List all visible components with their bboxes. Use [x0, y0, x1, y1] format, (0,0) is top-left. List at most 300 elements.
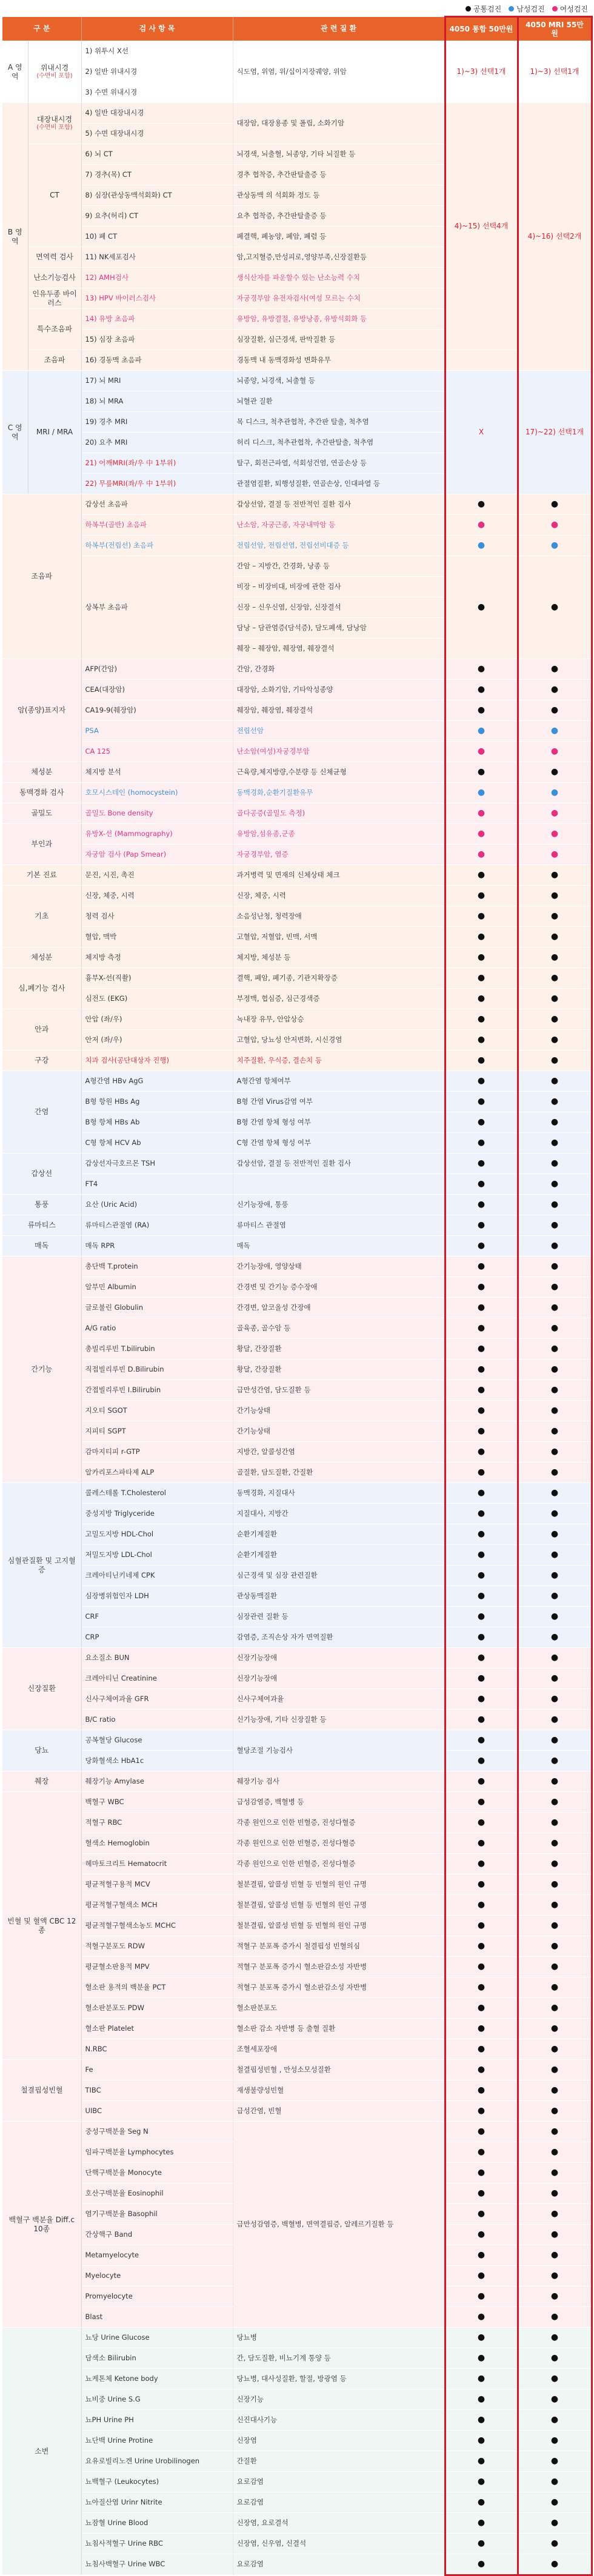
table-header [2, 17, 592, 41]
package-2-value: 1)~3) 선택1개 [518, 41, 592, 103]
disease: 폐결핵, 폐농양, 폐암, 폐렴 등 [233, 227, 445, 247]
check-mark-icon: ● [518, 1154, 592, 1174]
check-mark-icon: ● [445, 1833, 518, 1854]
item: 흉부X-선(직촬) [81, 968, 233, 989]
disease: 지방간, 알콜성간염 [233, 1442, 445, 1462]
check-mark-icon: ● [518, 1174, 592, 1195]
table-row [2, 783, 592, 803]
item: A/G ratio [81, 1318, 233, 1339]
table-row [2, 948, 592, 968]
check-mark-icon: ● [518, 1977, 592, 1998]
item: UIBC [81, 2101, 233, 2122]
check-mark-icon: ● [445, 1545, 518, 1565]
disease: 골질환, 담도질환, 간질환 [233, 1462, 445, 1483]
item: FT4 [81, 1174, 233, 1195]
check-mark-icon: ● [445, 2039, 518, 2060]
item: 뇨침사적혈구 Urine RBC [81, 2534, 233, 2554]
table-row [2, 762, 592, 783]
disease: 생식산자를 파운할수 있는 난소능력 수치 [233, 268, 445, 288]
category-label: 췌장 [2, 1771, 81, 1792]
disease: 체지방, 체성분 등 [233, 948, 445, 968]
check-mark-icon: ● [445, 762, 518, 783]
check-mark-icon: ● [445, 2369, 518, 2389]
table-row [2, 2060, 592, 2080]
disease: 황달, 간장질환 [233, 1359, 445, 1380]
table-row [2, 680, 592, 700]
check-mark-icon: ● [518, 1854, 592, 1874]
check-mark-icon: ● [518, 1256, 592, 1277]
table-row [2, 2080, 592, 2101]
table-row [2, 1586, 592, 1607]
disease: 지질대사, 지방간 [233, 1504, 445, 1524]
check-mark-icon: ● [445, 1112, 518, 1133]
check-mark-icon: ● [518, 680, 592, 700]
check-mark-icon: ● [445, 1401, 518, 1421]
table-row [2, 2328, 592, 2348]
table-row [2, 1565, 592, 1586]
item: 평균적혈구혈색소농도 MCHC [81, 1916, 233, 1936]
check-mark-icon: ● [518, 989, 592, 1009]
item: 19) 경추 MRI [81, 412, 233, 433]
item: 심장병위험인자 LDH [81, 1586, 233, 1607]
table-row [2, 1936, 592, 1957]
check-mark-icon: ● [518, 1401, 592, 1421]
check-mark-icon: ● [445, 865, 518, 886]
table-row [2, 2039, 592, 2060]
check-mark-icon: ● [518, 1051, 592, 1071]
table-row [2, 865, 592, 886]
check-mark-icon: ● [518, 1318, 592, 1339]
table-row [2, 2101, 592, 2122]
category-label: 통풍 [2, 1195, 81, 1215]
category-label: 철결핍성빈혈 [2, 2060, 81, 2122]
check-mark-icon: ● [518, 1545, 592, 1565]
legend-dot-icon [509, 6, 514, 12]
check-mark-icon: ● [445, 1977, 518, 1998]
check-mark-icon: ● [518, 1133, 592, 1154]
check-mark-icon: ● [445, 1236, 518, 1256]
check-mark-icon: ● [445, 886, 518, 906]
table-row [2, 845, 592, 865]
check-mark-icon: ● [518, 1833, 592, 1854]
check-mark-icon: ● [518, 2431, 592, 2451]
item: CRF [81, 1607, 233, 1627]
check-mark-icon: ● [518, 742, 592, 762]
table-row [2, 41, 592, 62]
item: 17) 뇌 MRI [81, 371, 233, 391]
header-category: 구 분 [2, 17, 81, 41]
legend [466, 4, 588, 14]
disease: 전립선암, 전립선염, 전립선비대증 등 [233, 536, 445, 556]
table-row [2, 659, 592, 680]
check-mark-icon: ● [445, 1318, 518, 1339]
category-label: 구강 [2, 1051, 81, 1071]
disease: 급성간염, 빈혈 [233, 2101, 445, 2122]
check-mark-icon: ● [445, 2225, 518, 2245]
check-mark-icon: ● [445, 1854, 518, 1874]
check-mark-icon: ● [518, 968, 592, 989]
item: 상복부 초음파 [81, 556, 233, 659]
section-a-sub: 위내시경 (수면비 포함) [28, 41, 81, 103]
check-mark-icon: ● [445, 1710, 518, 1730]
item: 22) 무릎MRI(좌/우 中 1부위) [81, 474, 233, 494]
check-mark-icon: ● [518, 1195, 592, 1215]
check-mark-icon: ● [445, 2286, 518, 2307]
disease: 순환기계질환 [233, 1524, 445, 1545]
check-mark-icon: ● [518, 2348, 592, 2369]
check-mark-icon: ● [445, 968, 518, 989]
disease: 철분결핍, 알콜성 빈혈 등 빈혈의 원인 규명 [233, 1874, 445, 1895]
table-row [2, 1277, 592, 1298]
item: 요소질소 BUN [81, 1648, 233, 1668]
disease: 골다공증(골밀도 측정) [233, 803, 445, 824]
table-row [2, 1895, 592, 1916]
check-mark-icon: ● [445, 2513, 518, 2534]
check-mark-icon: ● [445, 2183, 518, 2204]
item: 감마지티피 r-GTP [81, 1442, 233, 1462]
category-text: 특수조음파 [37, 325, 72, 334]
item: 간접빌리루빈 I.Bilirubin [81, 1380, 233, 1401]
check-mark-icon: ● [445, 1916, 518, 1936]
check-mark-icon: ● [445, 1607, 518, 1627]
check-mark-icon: ● [518, 1771, 592, 1792]
item: 염기구백분율 Basophil [81, 2204, 233, 2225]
disease: 간, 담도질환, 비뇨기계 통양 등 [233, 2348, 445, 2369]
disease: 혈소판 감소 자반병 등 출혈 질환 [233, 2019, 445, 2039]
check-mark-icon: ● [518, 659, 592, 680]
item: 혈소판분포도 PDW [81, 1998, 233, 2019]
check-mark-icon: ● [445, 1359, 518, 1380]
check-mark-icon: ● [445, 2348, 518, 2369]
table-row [2, 1030, 592, 1051]
check-mark-icon: ● [518, 1483, 592, 1504]
disease: 암,고지혈증,만성피로,영양부족,신장질환등 [233, 247, 445, 268]
disease: 매독 [233, 1236, 445, 1256]
table-row [2, 1462, 592, 1483]
check-mark-icon: ● [518, 1009, 592, 1030]
item: 호모시스테인 (homocystein) [81, 783, 233, 803]
check-mark-icon: ● [445, 989, 518, 1009]
item: 혈압, 맥박 [81, 927, 233, 948]
check-mark-icon: ● [445, 1256, 518, 1277]
check-mark-icon: ● [518, 2142, 592, 2163]
table-row [2, 1710, 592, 1730]
disease: 신장기능장애 [233, 1668, 445, 1689]
legend-male: 남성검진 [509, 4, 544, 14]
item: 임파구백분율 Lymphocytes [81, 2142, 233, 2163]
category-label: 체성분 [2, 762, 81, 783]
disease: 재생불량성빈혈 [233, 2080, 445, 2101]
disease: 간기능상태 [233, 1421, 445, 1442]
check-mark-icon: ● [518, 1277, 592, 1298]
check-mark-icon: ● [445, 1462, 518, 1483]
category-label: 신장질환 [2, 1648, 81, 1730]
table-row [2, 1092, 592, 1112]
item: B/C ratio [81, 1710, 233, 1730]
item: 뇨백혈구 (Leukocytes) [81, 2472, 233, 2492]
check-mark-icon: ● [445, 721, 518, 742]
check-mark-icon: ● [445, 906, 518, 927]
item: 중성지방 Triglyceride [81, 1504, 233, 1524]
disease: 관상동맥질환 [233, 1586, 445, 1607]
disease: 자궁경부암, 염증 [233, 845, 445, 865]
check-mark-icon: ● [518, 2513, 592, 2534]
check-mark-icon: ● [445, 1442, 518, 1462]
table-row [2, 350, 592, 371]
item: C형 항체 HCV Ab [81, 1133, 233, 1154]
item: 췌장기능 Amylase [81, 1771, 233, 1792]
disease: 뇌경색, 뇌출혈, 뇌종양, 기타 뇌질환 등 [233, 144, 445, 165]
item: 3) 수면 위내시경 [81, 82, 233, 103]
category-label: 갑상선 [2, 1154, 81, 1195]
disease: 신장기능장애 [233, 1648, 445, 1668]
section-b-label: B 영역 [2, 103, 28, 371]
check-mark-icon: ● [445, 2060, 518, 2080]
disease: 급만성감염증, 백혈병, 면역결핍증, 알레르기질환 등 [233, 2122, 445, 2328]
item: 유방X-선 (Mammography) [81, 824, 233, 845]
category-text: 난소기능검사 [33, 273, 76, 282]
check-mark-icon: ● [518, 1421, 592, 1442]
table-row [2, 1957, 592, 1977]
table-row [2, 1421, 592, 1442]
check-mark-icon: ● [445, 1380, 518, 1401]
table-row [2, 1009, 592, 1030]
item: 뇨잠혈 Urine Blood [81, 2513, 233, 2534]
check-mark-icon: ● [445, 2245, 518, 2266]
check-mark-icon: ● [518, 927, 592, 948]
check-mark-icon: ● [518, 886, 592, 906]
category-text: 면역력 검사 [36, 253, 73, 262]
item: 매독 RPR [81, 1236, 233, 1256]
disease: 간경변, 알코올성 간장애 [233, 1298, 445, 1318]
header-items: 검 사 항 목 [81, 17, 233, 41]
item: 간상핵구 Band [81, 2225, 233, 2245]
check-mark-icon: ● [518, 2080, 592, 2101]
item: Promyelocyte [81, 2286, 233, 2307]
disease: 식도염, 위염, 위/십이지장궤양, 위암 [233, 41, 445, 103]
disease: 급성감염증, 백혈병 등 [233, 1792, 445, 1813]
table-row [2, 824, 592, 845]
item: CRP [81, 1627, 233, 1648]
check-mark-icon: ● [445, 1565, 518, 1586]
item: 21) 어깨MRI(좌/우 中 1부위) [81, 453, 233, 474]
check-mark-icon: ● [518, 824, 592, 845]
check-mark-icon: ● [518, 1298, 592, 1318]
table-row [2, 1112, 592, 1133]
check-mark-icon: ● [445, 948, 518, 968]
check-mark-icon: ● [445, 1009, 518, 1030]
disease: 요로감염 [233, 2492, 445, 2513]
check-mark-icon: ● [518, 1916, 592, 1936]
disease: 치주질환, 우식증, 결손치 등 [233, 1051, 445, 1071]
check-mark-icon: ● [445, 1051, 518, 1071]
table-row [2, 1998, 592, 2019]
check-mark-icon: ● [445, 1483, 518, 1504]
check-mark-icon: ● [445, 1627, 518, 1648]
check-mark-icon: ● [518, 536, 592, 556]
disease: 신기능장애, 통풍 [233, 1195, 445, 1215]
disease: 간기능상태 [233, 1401, 445, 1421]
category-label: 간염 [2, 1071, 81, 1154]
check-mark-icon: ● [518, 1751, 592, 1771]
check-mark-icon: ● [518, 2389, 592, 2410]
check-mark-icon: ● [445, 1751, 518, 1771]
disease: 경동맥 내 동맥경화성 변화유무 [233, 350, 445, 371]
item: 15) 심장 초음파 [81, 330, 233, 350]
disease: 신장 – 신우신염, 신장암, 신장결석 [233, 597, 445, 618]
item: 담색소 Bilirubin [81, 2348, 233, 2369]
disease: 조혈세포장애 [233, 2039, 445, 2060]
table-row [2, 1545, 592, 1565]
item: 뇨아질산염 Urinr Nitrite [81, 2492, 233, 2513]
item: Metamyelocyte [81, 2245, 233, 2266]
legend-female: 여성검진 [552, 4, 588, 14]
item: 적혈구 RBC [81, 1813, 233, 1833]
table-row [2, 1298, 592, 1318]
item: 당화혈색소 HbA1c [81, 1751, 233, 1771]
table-row [2, 1483, 592, 1504]
section-c-label: C 영역 [2, 371, 28, 494]
check-mark-icon: ● [445, 1689, 518, 1710]
item: 청력 검사 [81, 906, 233, 927]
item: 중성구백분율 Seg N [81, 2122, 233, 2142]
category-label: 기본 진료 [2, 865, 81, 886]
disease: 신진대사기능 [233, 2410, 445, 2431]
category-label: MRI / MRA [28, 371, 81, 494]
table-row [2, 2513, 592, 2534]
check-mark-icon: ● [518, 2101, 592, 2122]
check-mark-icon: ● [518, 803, 592, 824]
item: B형 항원 HBs Ag [81, 1092, 233, 1112]
item: 심전도 (EKG) [81, 989, 233, 1009]
item: 갑상선 초음파 [81, 494, 233, 515]
table-row [2, 1833, 592, 1854]
check-mark-icon: ● [518, 2163, 592, 2183]
item: 신사구체여과율 GFR [81, 1689, 233, 1710]
checkup-table [2, 16, 593, 2576]
category-label: 체성분 [2, 948, 81, 968]
item: 뇨단백 Urine Protine [81, 2431, 233, 2451]
table-row [2, 803, 592, 824]
check-mark-icon: ● [445, 1771, 518, 1792]
item: AFP(간암) [81, 659, 233, 680]
check-mark-icon: ● [518, 1565, 592, 1586]
check-mark-icon: ● [518, 1586, 592, 1607]
table-row [2, 1792, 592, 1813]
check-mark-icon: ● [445, 1215, 518, 1236]
check-mark-icon: ● [445, 2142, 518, 2163]
table-row [2, 1813, 592, 1833]
check-mark-icon: ● [518, 1359, 592, 1380]
item: CA 125 [81, 742, 233, 762]
check-mark-icon: ● [518, 2204, 592, 2225]
disease: 골육종, 골수암 등 [233, 1318, 445, 1339]
table-row [2, 2389, 592, 2410]
table-row [2, 1607, 592, 1627]
table-row [2, 989, 592, 1009]
item: 12) AMH검사 [81, 268, 233, 288]
disease: 요로감염 [233, 2554, 445, 2575]
disease: 순환기계질환 [233, 1545, 445, 1565]
check-mark-icon: ● [445, 1298, 518, 1318]
check-mark-icon: ● [518, 1895, 592, 1916]
disease: C형 간염 항체 형성 여부 [233, 1133, 445, 1154]
check-mark-icon: ● [518, 1957, 592, 1977]
check-mark-icon: ● [518, 1998, 592, 2019]
disease: 신사구체여과율 [233, 1689, 445, 1710]
table-row [2, 1380, 592, 1401]
check-mark-icon: ● [445, 1071, 518, 1092]
disease: 난소암, 자궁근종, 자궁내막암 등 [233, 515, 445, 536]
check-mark-icon: ● [445, 1648, 518, 1668]
item: 저밀도지방 LDL-Chol [81, 1545, 233, 1565]
disease: 당뇨병, 대사성질환, 할절, 방광염 등 [233, 2369, 445, 2389]
check-mark-icon: ● [445, 1195, 518, 1215]
check-mark-icon: ● [518, 1792, 592, 1813]
check-mark-icon: ● [518, 1936, 592, 1957]
item: 헤마토크리트 Hematocrit [81, 1854, 233, 1874]
item: 뇨당 Urine Glucose [81, 2328, 233, 2348]
item: 지피티 SGPT [81, 1421, 233, 1442]
disease: 심장질환, 심근경색, 판막질환 등 [233, 330, 445, 350]
check-mark-icon: ● [518, 1236, 592, 1256]
check-mark-icon: ● [518, 2183, 592, 2204]
disease: 급만성간염, 담도질환 등 [233, 1380, 445, 1401]
check-mark-icon: ● [445, 1730, 518, 1751]
item: 뇨케톤체 Ketone body [81, 2369, 233, 2389]
check-mark-icon: ● [518, 1092, 592, 1112]
item: 뇨침사백혈구 Urine WBC [81, 2554, 233, 2575]
disease: 과거병력 및 면재의 신체상태 체크 [233, 865, 445, 886]
table-row [2, 2431, 592, 2451]
table-row [2, 1318, 592, 1339]
table-row [2, 536, 592, 556]
check-mark-icon: ● [518, 1030, 592, 1051]
table-row [2, 1874, 592, 1895]
check-mark-icon: ● [445, 2431, 518, 2451]
item: 13) HPV 바이러스검사 [81, 288, 233, 309]
check-mark-icon: ● [445, 2328, 518, 2348]
table-body [2, 41, 592, 2575]
check-mark-icon: ● [518, 2307, 592, 2328]
category-label: 기초 [2, 886, 81, 948]
item: 하복부(골반) 초음파 [81, 515, 233, 536]
disease: 고혈압, 저혈압, 빈맥, 서맥 [233, 927, 445, 948]
table-row [2, 2019, 592, 2039]
item: 류마티스관절염 (RA) [81, 1215, 233, 1236]
table-row [2, 1256, 592, 1277]
table-row [2, 2554, 592, 2575]
disease: 신장, 체중, 시력 [233, 886, 445, 906]
legend-dot-icon [552, 6, 558, 12]
category-text: 조음파 [44, 356, 65, 365]
category-label: 골밀도 [2, 803, 81, 824]
category-label: 암(종양)표지자 [2, 659, 81, 762]
check-mark-icon: ● [445, 1030, 518, 1051]
disease: 신장염, 신우염, 신결석 [233, 2534, 445, 2554]
disease: 관절염질환, 퇴행성질환, 연골손상, 인대파열 등 [233, 474, 445, 494]
item: 하복부(전립선) 초음파 [81, 536, 233, 556]
item: 14) 유방 초음파 [81, 309, 233, 330]
item: 콜레스테롤 T.Cholesterol [81, 1483, 233, 1504]
category-label: 류마티스 [2, 1215, 81, 1236]
check-mark-icon: ● [445, 2080, 518, 2101]
check-mark-icon: ● [445, 1957, 518, 1977]
check-mark-icon: ● [518, 2369, 592, 2389]
check-mark-icon: ● [518, 1689, 592, 1710]
check-mark-icon: ● [518, 1112, 592, 1133]
item: 10) 폐 CT [81, 227, 233, 247]
